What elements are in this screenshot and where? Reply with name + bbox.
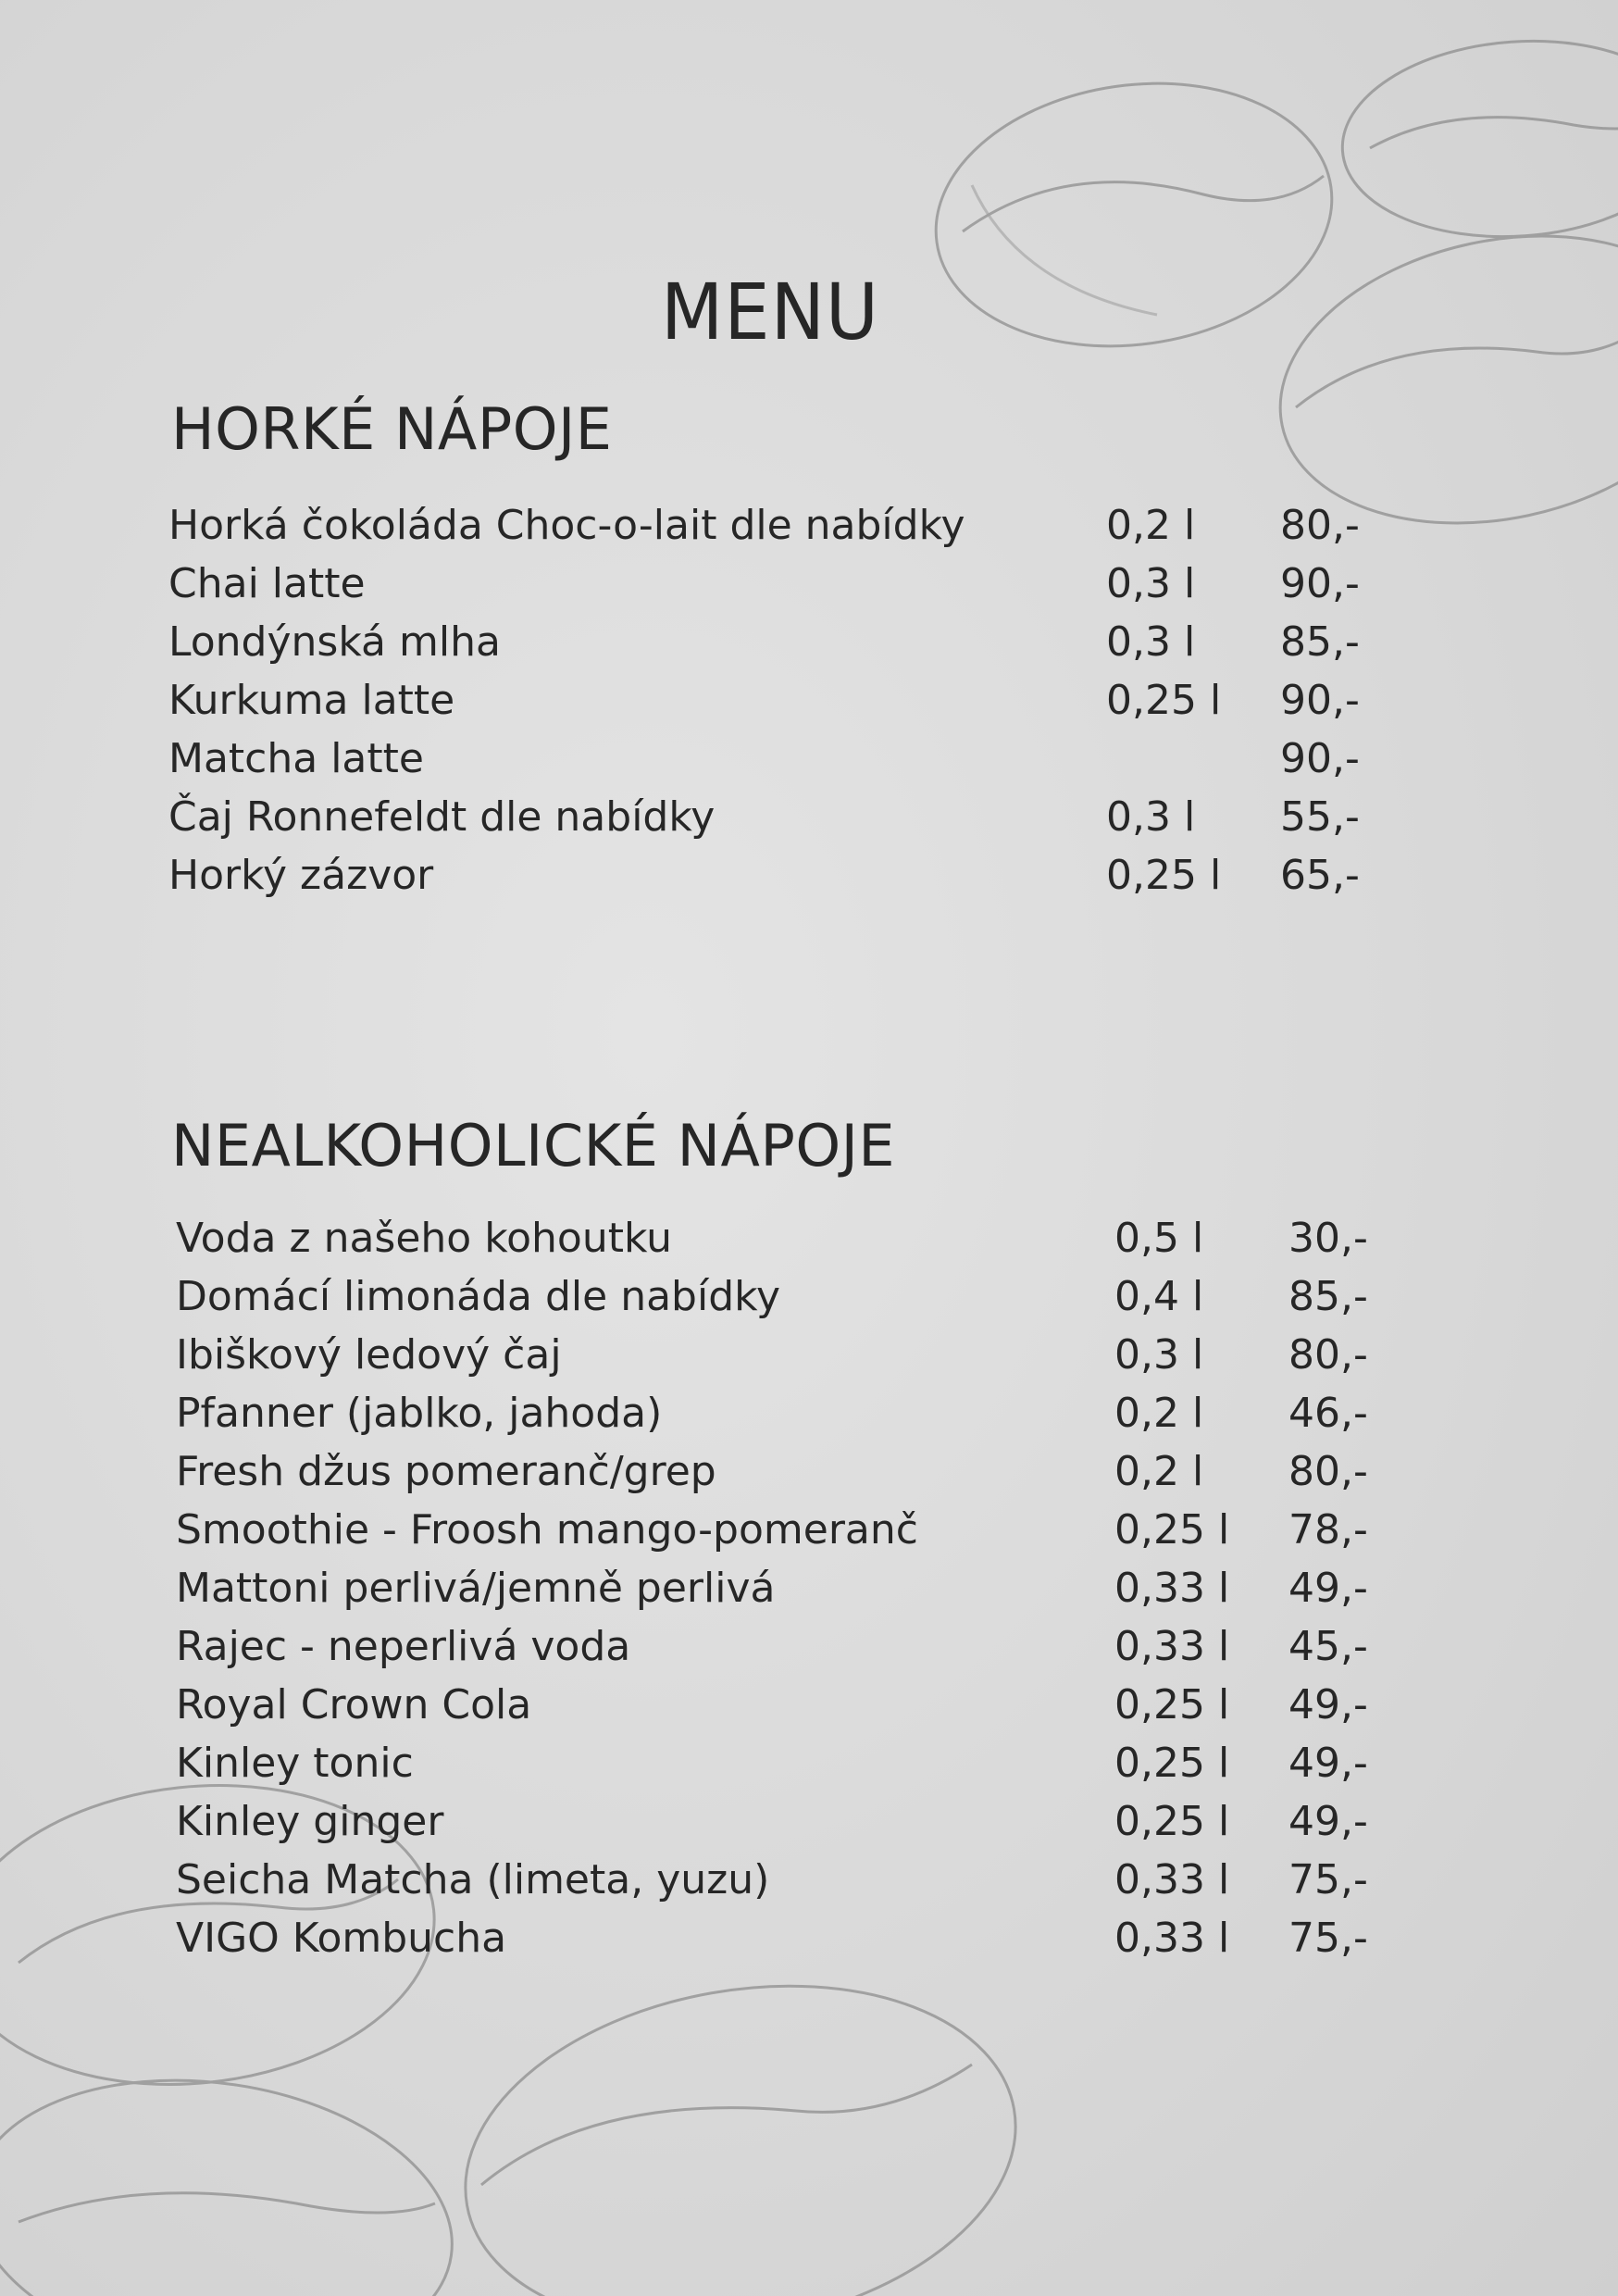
- list-item: [0, 1559, 1618, 1617]
- item-volume: 0,25 l: [1114, 1798, 1230, 1845]
- list-item: [0, 1617, 1618, 1676]
- list-item: [0, 1909, 1618, 1967]
- menu-title: MENU: [660, 268, 880, 358]
- item-price: 49,-: [1288, 1798, 1368, 1845]
- item-price: 90,-: [1280, 677, 1360, 724]
- item-name: Londýnská mlha: [168, 618, 501, 666]
- item-volume: 0,25 l: [1106, 677, 1222, 724]
- item-volume: 0,2 l: [1114, 1448, 1204, 1495]
- item-name: Matcha latte: [168, 735, 424, 782]
- item-volume: 0,3 l: [1106, 793, 1196, 841]
- list-item: [0, 730, 1618, 788]
- item-price: 55,-: [1280, 793, 1360, 841]
- list-item: [0, 1734, 1618, 1792]
- item-price: 80,-: [1288, 1448, 1368, 1495]
- item-price: 90,-: [1280, 560, 1360, 607]
- item-price: 78,-: [1288, 1506, 1368, 1554]
- coffee-bean-icon: [0, 2051, 470, 2296]
- item-name: Royal Crown Cola: [176, 1681, 532, 1728]
- item-name: VIGO Kombucha: [176, 1915, 507, 1962]
- item-volume: 0,33 l: [1114, 1856, 1230, 1903]
- item-price: 49,-: [1288, 1740, 1368, 1787]
- item-name: Čaj Ronnefeldt dle nabídky: [168, 793, 716, 841]
- item-price: 75,-: [1288, 1856, 1368, 1903]
- item-volume: 0,4 l: [1114, 1273, 1204, 1320]
- item-volume: 0,2 l: [1106, 502, 1196, 549]
- item-price: 45,-: [1288, 1623, 1368, 1670]
- item-price: 65,-: [1280, 852, 1360, 899]
- list-item: [0, 1384, 1618, 1442]
- item-name: Smoothie - Froosh mango-pomeranč: [176, 1506, 918, 1554]
- item-price: 85,-: [1280, 618, 1360, 666]
- list-item: [0, 1792, 1618, 1851]
- list-item: [0, 1676, 1618, 1734]
- item-volume: 0,33 l: [1114, 1565, 1230, 1612]
- item-name: Chai latte: [168, 560, 366, 607]
- item-volume: 0,5 l: [1114, 1215, 1204, 1262]
- list-item: [0, 671, 1618, 730]
- item-price: 46,-: [1288, 1390, 1368, 1437]
- item-name: Horký zázvor: [168, 852, 434, 899]
- item-price: 80,-: [1288, 1331, 1368, 1379]
- item-name: Pfanner (jablko, jahoda): [176, 1390, 663, 1437]
- item-name: Domácí limonáda dle nabídky: [176, 1273, 781, 1320]
- item-name: Seicha Matcha (limeta, yuzu): [176, 1856, 770, 1903]
- section-heading-soft-drinks: NEALKOHOLICKÉ NÁPOJE: [171, 1112, 896, 1179]
- item-volume: 0,25 l: [1114, 1506, 1230, 1554]
- item-volume: 0,3 l: [1114, 1331, 1204, 1379]
- list-item: [0, 1501, 1618, 1559]
- item-name: Horká čokoláda Choc-o-lait dle nabídky: [168, 502, 965, 549]
- list-item: [0, 613, 1618, 671]
- list-item: [0, 1209, 1618, 1267]
- item-price: 30,-: [1288, 1215, 1368, 1262]
- item-name: Kurkuma latte: [168, 677, 455, 724]
- list-item: [0, 1326, 1618, 1384]
- coffee-bean-icon: [1336, 30, 1618, 248]
- item-name: Kinley ginger: [176, 1798, 444, 1845]
- item-name: Voda z našeho kohoutku: [176, 1215, 672, 1262]
- list-item: [0, 496, 1618, 555]
- item-price: 49,-: [1288, 1681, 1368, 1728]
- list-item: [0, 846, 1618, 905]
- item-volume: 0,25 l: [1106, 852, 1222, 899]
- item-volume: 0,33 l: [1114, 1915, 1230, 1962]
- item-name: Kinley tonic: [176, 1740, 414, 1787]
- item-name: Mattoni perlivá/jemně perlivá: [176, 1565, 776, 1612]
- item-volume: 0,2 l: [1114, 1390, 1204, 1437]
- list-item: [0, 1442, 1618, 1501]
- item-price: 49,-: [1288, 1565, 1368, 1612]
- item-price: 80,-: [1280, 502, 1360, 549]
- item-name: Rajec - neperlivá voda: [176, 1623, 631, 1670]
- item-name: Ibiškový ledový čaj: [176, 1331, 562, 1379]
- coffee-bean-icon: [438, 1945, 1042, 2296]
- item-name: Fresh džus pomeranč/grep: [176, 1448, 716, 1495]
- hot-drinks-list: [0, 496, 1618, 905]
- list-item: [0, 788, 1618, 846]
- list-item: [0, 555, 1618, 613]
- list-item: [0, 1851, 1618, 1909]
- soft-drinks-list: [0, 1209, 1618, 1967]
- item-price: 75,-: [1288, 1915, 1368, 1962]
- item-volume: 0,33 l: [1114, 1623, 1230, 1670]
- item-volume: 0,25 l: [1114, 1740, 1230, 1787]
- item-volume: 0,3 l: [1106, 560, 1196, 607]
- list-item: [0, 1267, 1618, 1326]
- item-volume: 0,25 l: [1114, 1681, 1230, 1728]
- section-heading-hot-drinks: HORKÉ NÁPOJE: [171, 395, 613, 463]
- item-price: 90,-: [1280, 735, 1360, 782]
- item-price: 85,-: [1288, 1273, 1368, 1320]
- item-volume: 0,3 l: [1106, 618, 1196, 666]
